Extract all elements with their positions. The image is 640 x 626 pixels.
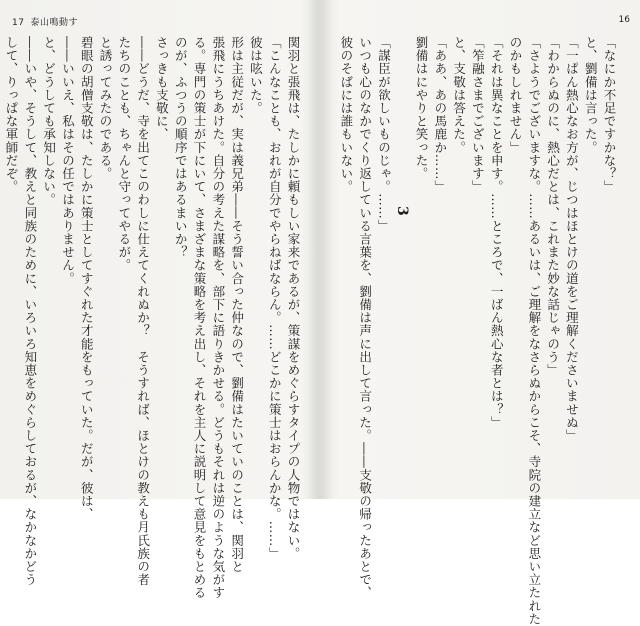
text-line: と、劉備は言った。 [583, 36, 599, 154]
body-text [0, 36, 302, 600]
text-line: して、りっぱな軍師だぞ。 [4, 36, 20, 194]
text-line: 「わからぬのに、熱心だとは、これまた妙な話じゃのう」 [545, 36, 561, 377]
text-line: 「さようでございますな。……あるいは、ご理解をなさらぬからこそ、寺院の建立など思い立たれた [526, 36, 542, 626]
text-line: 「謀臣が欲しいものじゃ。……」 [376, 36, 392, 233]
section-number: 3 [394, 206, 411, 216]
text-line: 碧眼の胡僧支敬は、たしかに策士としてすぐれた才能をもっていた。だが、彼は、 [79, 36, 95, 521]
text-line: 「ああ、あの馬鹿か……」 [432, 36, 448, 194]
text-line: のかもしれません」 [508, 36, 524, 154]
text-line: と、どうしても承知しない。 [41, 36, 57, 207]
text-line: ――いや、そうして、教えと同族のために、いろいろ知恵をめぐらしておるが、なかなかどう [22, 36, 38, 587]
text-line: と、支敬は答えた。 [451, 36, 467, 154]
text-line: さっきも支敬に、 [154, 36, 170, 141]
text-line: 「それは異なことを申す。……ところで、一ばん熱心な者とは？」 [489, 36, 505, 429]
text-line: 彼のそばには誰もいない。 [338, 36, 354, 194]
left-page [0, 0, 316, 600]
text-line: 「笮融さまでございます」 [470, 36, 486, 194]
running-title: 泰山鳴動す [30, 18, 78, 28]
text-line: ――いいえ、私はその任ではありません。 [60, 36, 76, 285]
text-line: 劉備はにやりと笑った。 [414, 36, 430, 181]
text-line: 形は主従だが、実は義兄弟――そう誓い合った仲なので、劉備はたいていのことは、関羽と [229, 36, 245, 574]
text-line: と誘ってみたのである。 [98, 36, 114, 181]
text-line: る。専門の策士が下にいて、さまざまな策略を考え出し、それを主人に説明して意見をもとめる [192, 36, 208, 600]
text-line: のが、ふつうの順序ではあるまいか？ [173, 36, 189, 259]
text-line: 「なにか不足ですかな？」 [602, 36, 617, 194]
text-line: ――どうだ、寺を出てこのわしに仕えてくれぬか？ そうすれば、ほとけの教えも月氏族の者 [135, 36, 151, 587]
text-line: 彼は呟いた。 [248, 36, 264, 115]
text-line: 関羽と張飛は、たしかに頼もしい家来であるが、策謀をめぐらすタイプの人物ではない。 [286, 36, 301, 560]
text-line: 「一ぱん熱心なお方が、じつはほとけの道をご理解くださいませぬ」 [564, 36, 580, 443]
body-text [336, 36, 618, 626]
page-number: 17 [12, 18, 25, 28]
running-head [12, 15, 78, 28]
page-number: 16 [618, 15, 630, 25]
right-page [324, 0, 640, 626]
text-line: いつも心のなかでくり返している言葉を、劉備は声に出して言った。――支敬の帰ったあとで、 [357, 36, 373, 600]
text-line: たちのことも、ちゃんと守ってやるが。 [116, 36, 132, 272]
text-line: 張飛にうちあけた。自分の考えた謀略を、部下に語りきかせる。どうもそれは逆のような気がす [210, 36, 226, 600]
text-line: 「こんなことも、おれが自分でやらねばならん。……どこかに策士はおらんかな。……」 [267, 36, 283, 560]
